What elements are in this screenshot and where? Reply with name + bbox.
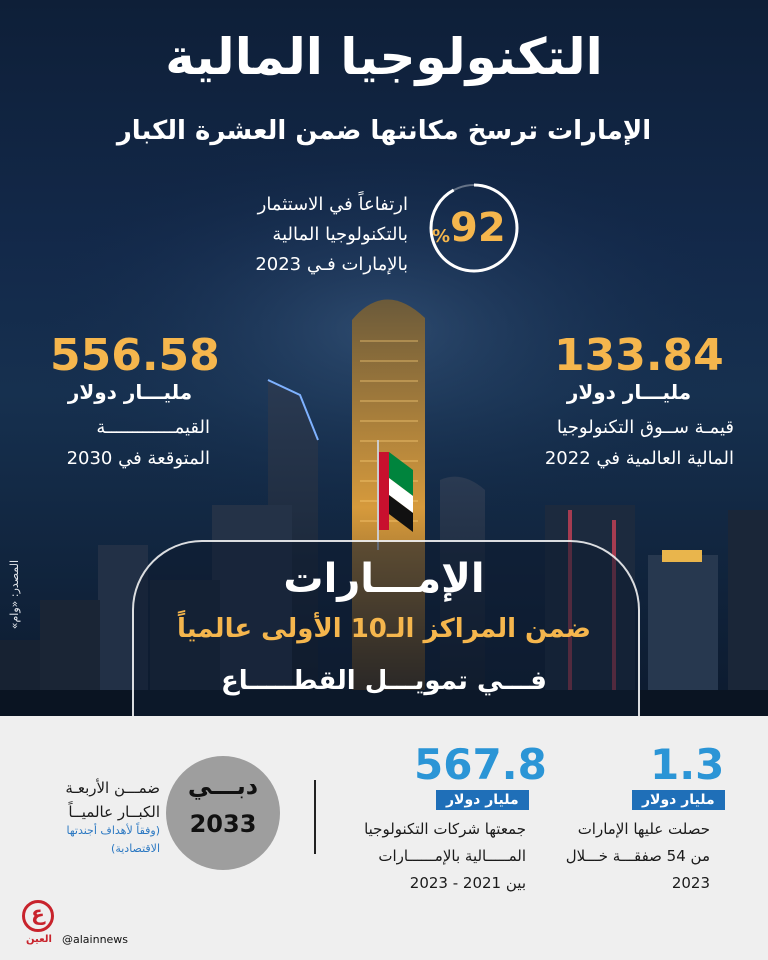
panel-title: الإمـــارات <box>283 556 485 602</box>
raised-value: 567.8 <box>414 740 547 789</box>
deals-value: 1.3 <box>650 740 725 789</box>
description-line: من 54 صفقـــة خـــلال <box>565 847 710 865</box>
growth-percent-sign: % <box>432 226 451 247</box>
growth-line: ارتفاعاً في الاستثمار <box>257 194 408 215</box>
growth-line: بالإمارات فـي 2023 <box>255 254 408 275</box>
section-divider <box>314 780 316 854</box>
description-line: المـــــالية بالإمــــــارات <box>378 847 526 865</box>
market-value-2022-description <box>494 412 734 474</box>
ranking-line: الكبــار عالميــاً <box>68 803 160 821</box>
dubai-city-label: دبـــي <box>187 772 259 800</box>
description-line: القيمـــــــــــــة <box>96 417 210 438</box>
note-line: (وفقاً لأهداف أجندتها <box>66 824 160 837</box>
panel-subline: فـــي تمويـــل القطـــــاع <box>221 666 547 696</box>
page-subtitle: الإمارات ترسخ مكانتها ضمن العشرة الكبار <box>116 116 652 146</box>
market-value-2022-unit: مليـــار دولار <box>566 380 692 404</box>
description-line: حصلت عليها الإمارات <box>577 820 710 838</box>
market-value-2030-description <box>40 412 210 474</box>
description-line: المالية العالمية في 2022 <box>544 448 734 469</box>
deals-description <box>520 816 710 897</box>
social-handle: @alainnews <box>62 933 129 946</box>
description-line: قيمـة ســوق التكنولوجيا <box>556 417 734 438</box>
description-line: بين 2021 - 2023 <box>409 874 526 892</box>
page-title: التكنولوجيا المالية <box>165 28 603 86</box>
raised-unit-badge: مليار دولار <box>436 790 529 810</box>
description-line: المتوقعة في 2030 <box>66 448 210 469</box>
raised-description <box>326 816 526 897</box>
deals-unit-badge: مليار دولار <box>632 790 725 810</box>
dubai-ranking-note <box>40 822 160 858</box>
growth-description <box>188 190 408 280</box>
ranking-line: ضمـــن الأربعـة <box>65 779 160 797</box>
description-line: 2023 <box>671 874 710 892</box>
description-line: جمعتها شركات التكنولوجيا <box>364 820 526 838</box>
logo-wordmark: العين <box>26 934 52 945</box>
growth-value: 92 <box>450 205 506 251</box>
logo-glyph: ع <box>31 901 45 925</box>
note-line: الاقتصادية) <box>111 842 160 855</box>
growth-line: بالتكنولوجيا المالية <box>272 224 408 245</box>
panel-highlight: ضمن المراكز الـ10 الأولى عالمياً <box>177 614 591 644</box>
source-label: المصدر: «وام» <box>8 560 21 630</box>
market-value-2030-unit: مليـــار دولار <box>67 380 193 404</box>
market-value-2022: 133.84 <box>554 330 724 381</box>
dubai-ranking-text <box>40 776 160 824</box>
market-value-2030: 556.58 <box>50 330 220 381</box>
dubai-year-label: 2033 <box>189 810 257 838</box>
